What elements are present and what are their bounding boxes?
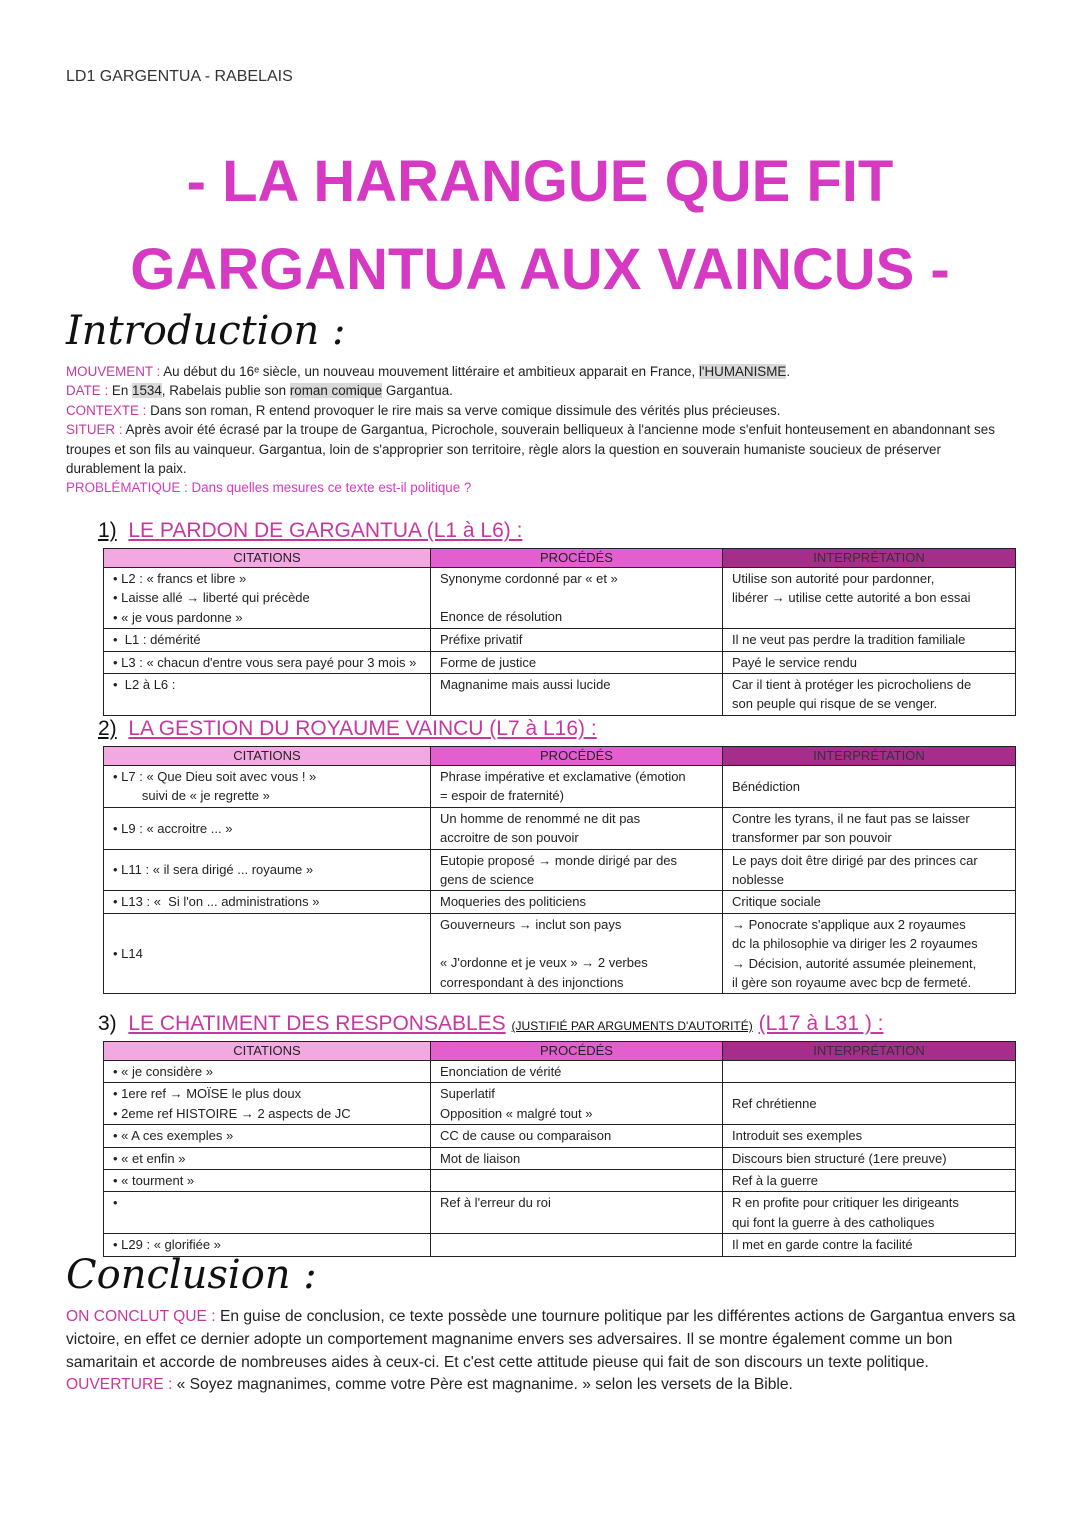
- cell-line: Forme de justice: [440, 654, 537, 670]
- section-3-table: [103, 1041, 1016, 1257]
- cell-line: • 1ere ref → MOÏSE le plus doux: [113, 1086, 302, 1102]
- cell-procedes: [431, 674, 723, 716]
- header-interpretation: INTERPRÉTATION: [723, 549, 1016, 568]
- table-row: [104, 1192, 1016, 1234]
- cell-citations: [104, 568, 431, 629]
- cell-line: Payé le service rendu: [732, 654, 858, 670]
- cell-line: dc la philosophie va diriger les 2 royaumes: [732, 936, 978, 952]
- cell-line: CC de cause ou comparaison: [440, 1128, 612, 1144]
- section-3-number: 3): [98, 1012, 117, 1035]
- section-1-title: LE PARDON DE GARGANTUA (L1 à L6) :: [128, 519, 523, 542]
- cell-line: • L1 : démérité: [113, 632, 201, 648]
- cell-line: Moqueries des politiciens: [440, 894, 586, 910]
- problematique-text: Dans quelles mesures ce texte est-il politique ?: [187, 480, 472, 496]
- cell-interpretation: [723, 1147, 1016, 1169]
- situer-label: SITUER :: [66, 422, 123, 438]
- cell-interpretation: [723, 849, 1016, 891]
- cell-interpretation: [723, 651, 1016, 673]
- mouvement-highlight: l'HUMANISME: [698, 364, 787, 379]
- cell-procedes: [431, 807, 723, 849]
- cell-interpretation: [723, 891, 1016, 913]
- cell-line: • L2 à L6 :: [113, 677, 176, 693]
- introduction-heading: Introduction :: [66, 308, 346, 354]
- cell-interpretation: [723, 1192, 1016, 1234]
- cell-citations: [104, 1061, 431, 1083]
- cell-line: Il ne veut pas perdre la tradition familiale: [732, 632, 966, 648]
- header-procedes: PROCÉDÉS: [431, 1042, 723, 1061]
- cell-line: accroitre de son pouvoir: [440, 830, 579, 846]
- table-row: [104, 913, 1016, 994]
- cell-citations: [104, 1192, 431, 1234]
- table-row: [104, 807, 1016, 849]
- date-highlight-year: 1534: [132, 383, 162, 399]
- situer-text: Après avoir été écrasé par la troupe de Gargantua, Picrochole, souverain belliqueux à l'ancienne mode s'enfuit honteusement en abandonnant ses troupes et son fils au vainqueur. Gargantua, loin de s'approprier son territoire, règle alors la question en souverain humaniste soucieux de préserver durablement la paix.: [66, 422, 995, 477]
- section-3-lines: (L17 à L31 ) :: [758, 1012, 884, 1035]
- cell-line: • L9 : « accroitre ... »: [113, 820, 233, 836]
- title-line-2: GARGANTUA AUX VAINCUS -: [130, 237, 950, 302]
- table-row: [104, 1147, 1016, 1169]
- conclusion-heading: Conclusion :: [66, 1252, 317, 1298]
- cell-line: • Laisse allé → liberté qui précède: [113, 590, 310, 606]
- table-row: [104, 766, 1016, 808]
- cell-line: Gouverneurs → inclut son pays: [440, 916, 622, 932]
- conclusion-paragraph: [66, 1306, 1016, 1374]
- cell-line: • « tourment »: [113, 1173, 195, 1189]
- section-3-heading: [98, 1012, 884, 1036]
- cell-procedes: [431, 1170, 723, 1192]
- cell-line: Ref à l'erreur du roi: [440, 1195, 551, 1211]
- cell-procedes: [431, 1234, 723, 1256]
- cell-line: il gère son royaume avec bcp de fermeté.: [732, 975, 972, 991]
- cell-interpretation: [723, 766, 1016, 808]
- conclusion-block: [66, 1306, 1016, 1397]
- cell-procedes: [431, 651, 723, 673]
- section-1-table: [103, 548, 1016, 716]
- cell-line: • L7 : « Que Dieu soit avec vous ! »: [113, 769, 317, 784]
- cell-citations: [104, 629, 431, 651]
- conclusion-label: ON CONCLUT QUE :: [66, 1308, 216, 1325]
- header-interpretation: INTERPRÉTATION: [723, 1042, 1016, 1061]
- cell-line: suivi de « je regrette »: [113, 788, 270, 804]
- cell-procedes: [431, 1192, 723, 1234]
- cell-line: = espoir de fraternité): [440, 788, 564, 804]
- cell-procedes: [431, 891, 723, 913]
- cell-line: • « A ces exemples »: [113, 1128, 234, 1144]
- cell-procedes: [431, 913, 723, 994]
- date-text: Gargantua.: [382, 383, 453, 399]
- cell-citations: [104, 891, 431, 913]
- cell-procedes: [431, 1125, 723, 1147]
- section-1-heading: [98, 519, 522, 543]
- cell-citations: [104, 1083, 431, 1125]
- mouvement-text: Au début du 16ᵉ siècle, un nouveau mouvement littéraire et ambitieux apparait en France,: [160, 364, 699, 379]
- cell-line: [440, 934, 713, 953]
- cell-line: • « je vous pardonne »: [113, 609, 243, 625]
- section-1-rows: [104, 568, 1016, 716]
- cell-line: [440, 588, 713, 607]
- ouverture-label: OUVERTURE :: [66, 1376, 173, 1394]
- date-text: , Rabelais publie son: [161, 383, 290, 399]
- cell-citations: [104, 1125, 431, 1147]
- cell-citations: [104, 849, 431, 891]
- cell-line: Opposition « malgré tout »: [440, 1105, 593, 1121]
- cell-line: Enonciation de vérité: [440, 1064, 562, 1079]
- cell-interpretation: [723, 1170, 1016, 1192]
- cell-line: Un homme de renommé ne dit pas: [440, 810, 641, 826]
- cell-line: • L14: [113, 945, 143, 961]
- section-2-table: [103, 746, 1016, 994]
- cell-line: Le pays doit être dirigé par des princes car: [732, 852, 978, 868]
- cell-line: gens de science: [440, 872, 534, 888]
- cell-line: « J'ordonne et je veux » → 2 verbes: [440, 955, 648, 971]
- cell-line: transformer par son pouvoir: [732, 830, 892, 846]
- header-interpretation: INTERPRÉTATION: [723, 747, 1016, 766]
- header-procedes: PROCÉDÉS: [431, 747, 723, 766]
- cell-line: Magnanime mais aussi lucide: [440, 677, 611, 693]
- cell-line: • L13 : « Si l'on ... administrations »: [113, 894, 320, 910]
- cell-interpretation: [723, 913, 1016, 994]
- section-2-heading: [98, 717, 597, 741]
- section-1-number: 1): [98, 519, 117, 542]
- cell-citations: [104, 807, 431, 849]
- cell-line: Critique sociale: [732, 894, 821, 910]
- cell-line: qui font la guerre à des catholiques: [732, 1214, 935, 1230]
- cell-procedes: [431, 629, 723, 651]
- mouvement-end: .: [786, 364, 791, 379]
- cell-line: [440, 1235, 713, 1254]
- section-3-title: LE CHATIMENT DES RESPONSABLES: [128, 1012, 506, 1035]
- ouverture-paragraph: [66, 1374, 1016, 1397]
- cell-line: Ref à la guerre: [732, 1173, 818, 1189]
- section-2-rows: [104, 766, 1016, 994]
- cell-line: Bénédiction: [732, 778, 800, 794]
- cell-line: [440, 1171, 713, 1190]
- date-line: [66, 381, 1006, 400]
- cell-citations: [104, 1147, 431, 1169]
- cell-line: [732, 1062, 1006, 1081]
- table-row: [104, 568, 1016, 629]
- cell-interpretation: [723, 1083, 1016, 1125]
- cell-line: • 2eme ref HISTOIRE → 2 aspects de JC: [113, 1105, 351, 1121]
- date-text: En: [108, 383, 132, 399]
- cell-line: Utilise son autorité pour pardonner,: [732, 571, 935, 586]
- cell-procedes: [431, 1061, 723, 1083]
- table-row: [104, 1125, 1016, 1147]
- cell-procedes: [431, 849, 723, 891]
- contexte-label: CONTEXTE :: [66, 402, 147, 418]
- cell-line: Enonce de résolution: [440, 609, 563, 625]
- header-citations: CITATIONS: [104, 549, 431, 568]
- cell-line: Il met en garde contre la facilité: [732, 1237, 913, 1253]
- table-row: [104, 1083, 1016, 1125]
- table-row: [104, 849, 1016, 891]
- cell-procedes: [431, 568, 723, 629]
- cell-citations: [104, 766, 431, 808]
- mouvement-line: [66, 362, 1006, 381]
- cell-line: Contre les tyrans, il ne faut pas se laisser: [732, 810, 970, 826]
- cell-line: • L11 : « il sera dirigé ... royaume »: [113, 862, 314, 878]
- cell-line: • L29 : « glorifiée »: [113, 1237, 221, 1253]
- cell-procedes: [431, 766, 723, 808]
- table-row: [104, 651, 1016, 673]
- section-3-subtitle: (JUSTIFIÉ PAR ARGUMENTS D'AUTORITÉ): [511, 1019, 753, 1033]
- ouverture-text: « Soyez magnanimes, comme votre Père est magnanime. » selon les versets de la Bible.: [172, 1376, 793, 1394]
- cell-line: Eutopie proposé → monde dirigé par des: [440, 852, 678, 868]
- conclusion-text: En guise de conclusion, ce texte possède une tournure politique par les différentes actions de Gargantua envers sa victoire, en effet ce dernier adopte un comportement magnanime envers ses adversaires. Il se montre également comme un bon samaritain et accorde de nombreuses aides à ceux-ci. Et c'est cette attitude pieuse qui fait de son discours un texte politique.: [66, 1308, 1016, 1371]
- cell-interpretation: [723, 1061, 1016, 1083]
- cell-interpretation: [723, 1234, 1016, 1256]
- cell-citations: [104, 651, 431, 673]
- cell-interpretation: [723, 1125, 1016, 1147]
- table-row: [104, 891, 1016, 913]
- cell-line: Mot de liaison: [440, 1150, 521, 1166]
- table-row: [104, 674, 1016, 716]
- cell-line: Car il tient à protéger les picrocholiens de: [732, 677, 972, 693]
- page-title: [0, 138, 1080, 314]
- cell-line: • « je considère »: [113, 1064, 213, 1079]
- cell-line: Ref chrétienne: [732, 1096, 817, 1112]
- section-2-number: 2): [98, 717, 117, 740]
- situer-line: [66, 420, 1006, 478]
- cell-interpretation: [723, 629, 1016, 651]
- header-procedes: PROCÉDÉS: [431, 549, 723, 568]
- cell-interpretation: [723, 674, 1016, 716]
- cell-procedes: [431, 1083, 723, 1125]
- cell-line: • L3 : « chacun d'entre vous sera payé pour 3 mois »: [113, 654, 417, 670]
- cell-line: → Décision, autorité assumée pleinement,: [732, 955, 977, 971]
- cell-line: Synonyme cordonné par « et »: [440, 571, 618, 586]
- cell-line: son peuple qui risque de se venger.: [732, 696, 938, 712]
- cell-line: Discours bien structuré (1ere preuve): [732, 1150, 947, 1166]
- contexte-text: Dans son roman, R entend provoquer le rire mais sa verve comique dissimule des vérités plus précieuses.: [146, 402, 781, 418]
- cell-citations: [104, 674, 431, 716]
- problematique-label: PROBLÉMATIQUE :: [66, 480, 188, 496]
- cell-interpretation: [723, 807, 1016, 849]
- cell-citations: [104, 1170, 431, 1192]
- cell-interpretation: [723, 568, 1016, 629]
- cell-line: • L2 : « francs et libre »: [113, 571, 247, 586]
- cell-procedes: [431, 1147, 723, 1169]
- document-header: LD1 GARGENTUA - RABELAIS: [66, 68, 293, 85]
- date-label: DATE :: [66, 383, 109, 399]
- cell-line: → Ponocrate s'applique aux 2 royaumes: [732, 916, 966, 932]
- cell-line: • « et enfin »: [113, 1150, 186, 1166]
- table-row: [104, 1061, 1016, 1083]
- cell-line: R en profite pour critiquer les dirigeants: [732, 1195, 959, 1211]
- cell-line: correspondant à des injonctions: [440, 974, 624, 990]
- table-row: [104, 629, 1016, 651]
- cell-line: Superlatif: [440, 1086, 495, 1102]
- cell-citations: [104, 913, 431, 994]
- table-row: [104, 1170, 1016, 1192]
- mouvement-label: MOUVEMENT :: [66, 364, 161, 379]
- date-highlight-genre: roman comique: [289, 383, 383, 399]
- section-3-rows: [104, 1061, 1016, 1257]
- header-citations: CITATIONS: [104, 747, 431, 766]
- title-line-1: - LA HARANGUE QUE FIT: [186, 149, 894, 214]
- introduction-block: [66, 362, 1006, 498]
- problematique-line: [66, 478, 1006, 497]
- section-2-title: LA GESTION DU ROYAUME VAINCU (L7 à L16) :: [128, 717, 597, 740]
- cell-line: Introduit ses exemples: [732, 1128, 863, 1144]
- header-citations: CITATIONS: [104, 1042, 431, 1061]
- contexte-line: [66, 401, 1006, 420]
- cell-line: •: [113, 1195, 118, 1211]
- cell-line: Phrase impérative et exclamative (émotion: [440, 769, 686, 784]
- cell-line: libérer → utilise cette autorité a bon essai: [732, 590, 971, 606]
- cell-line: noblesse: [732, 872, 785, 888]
- cell-line: Préfixe privatif: [440, 632, 523, 648]
